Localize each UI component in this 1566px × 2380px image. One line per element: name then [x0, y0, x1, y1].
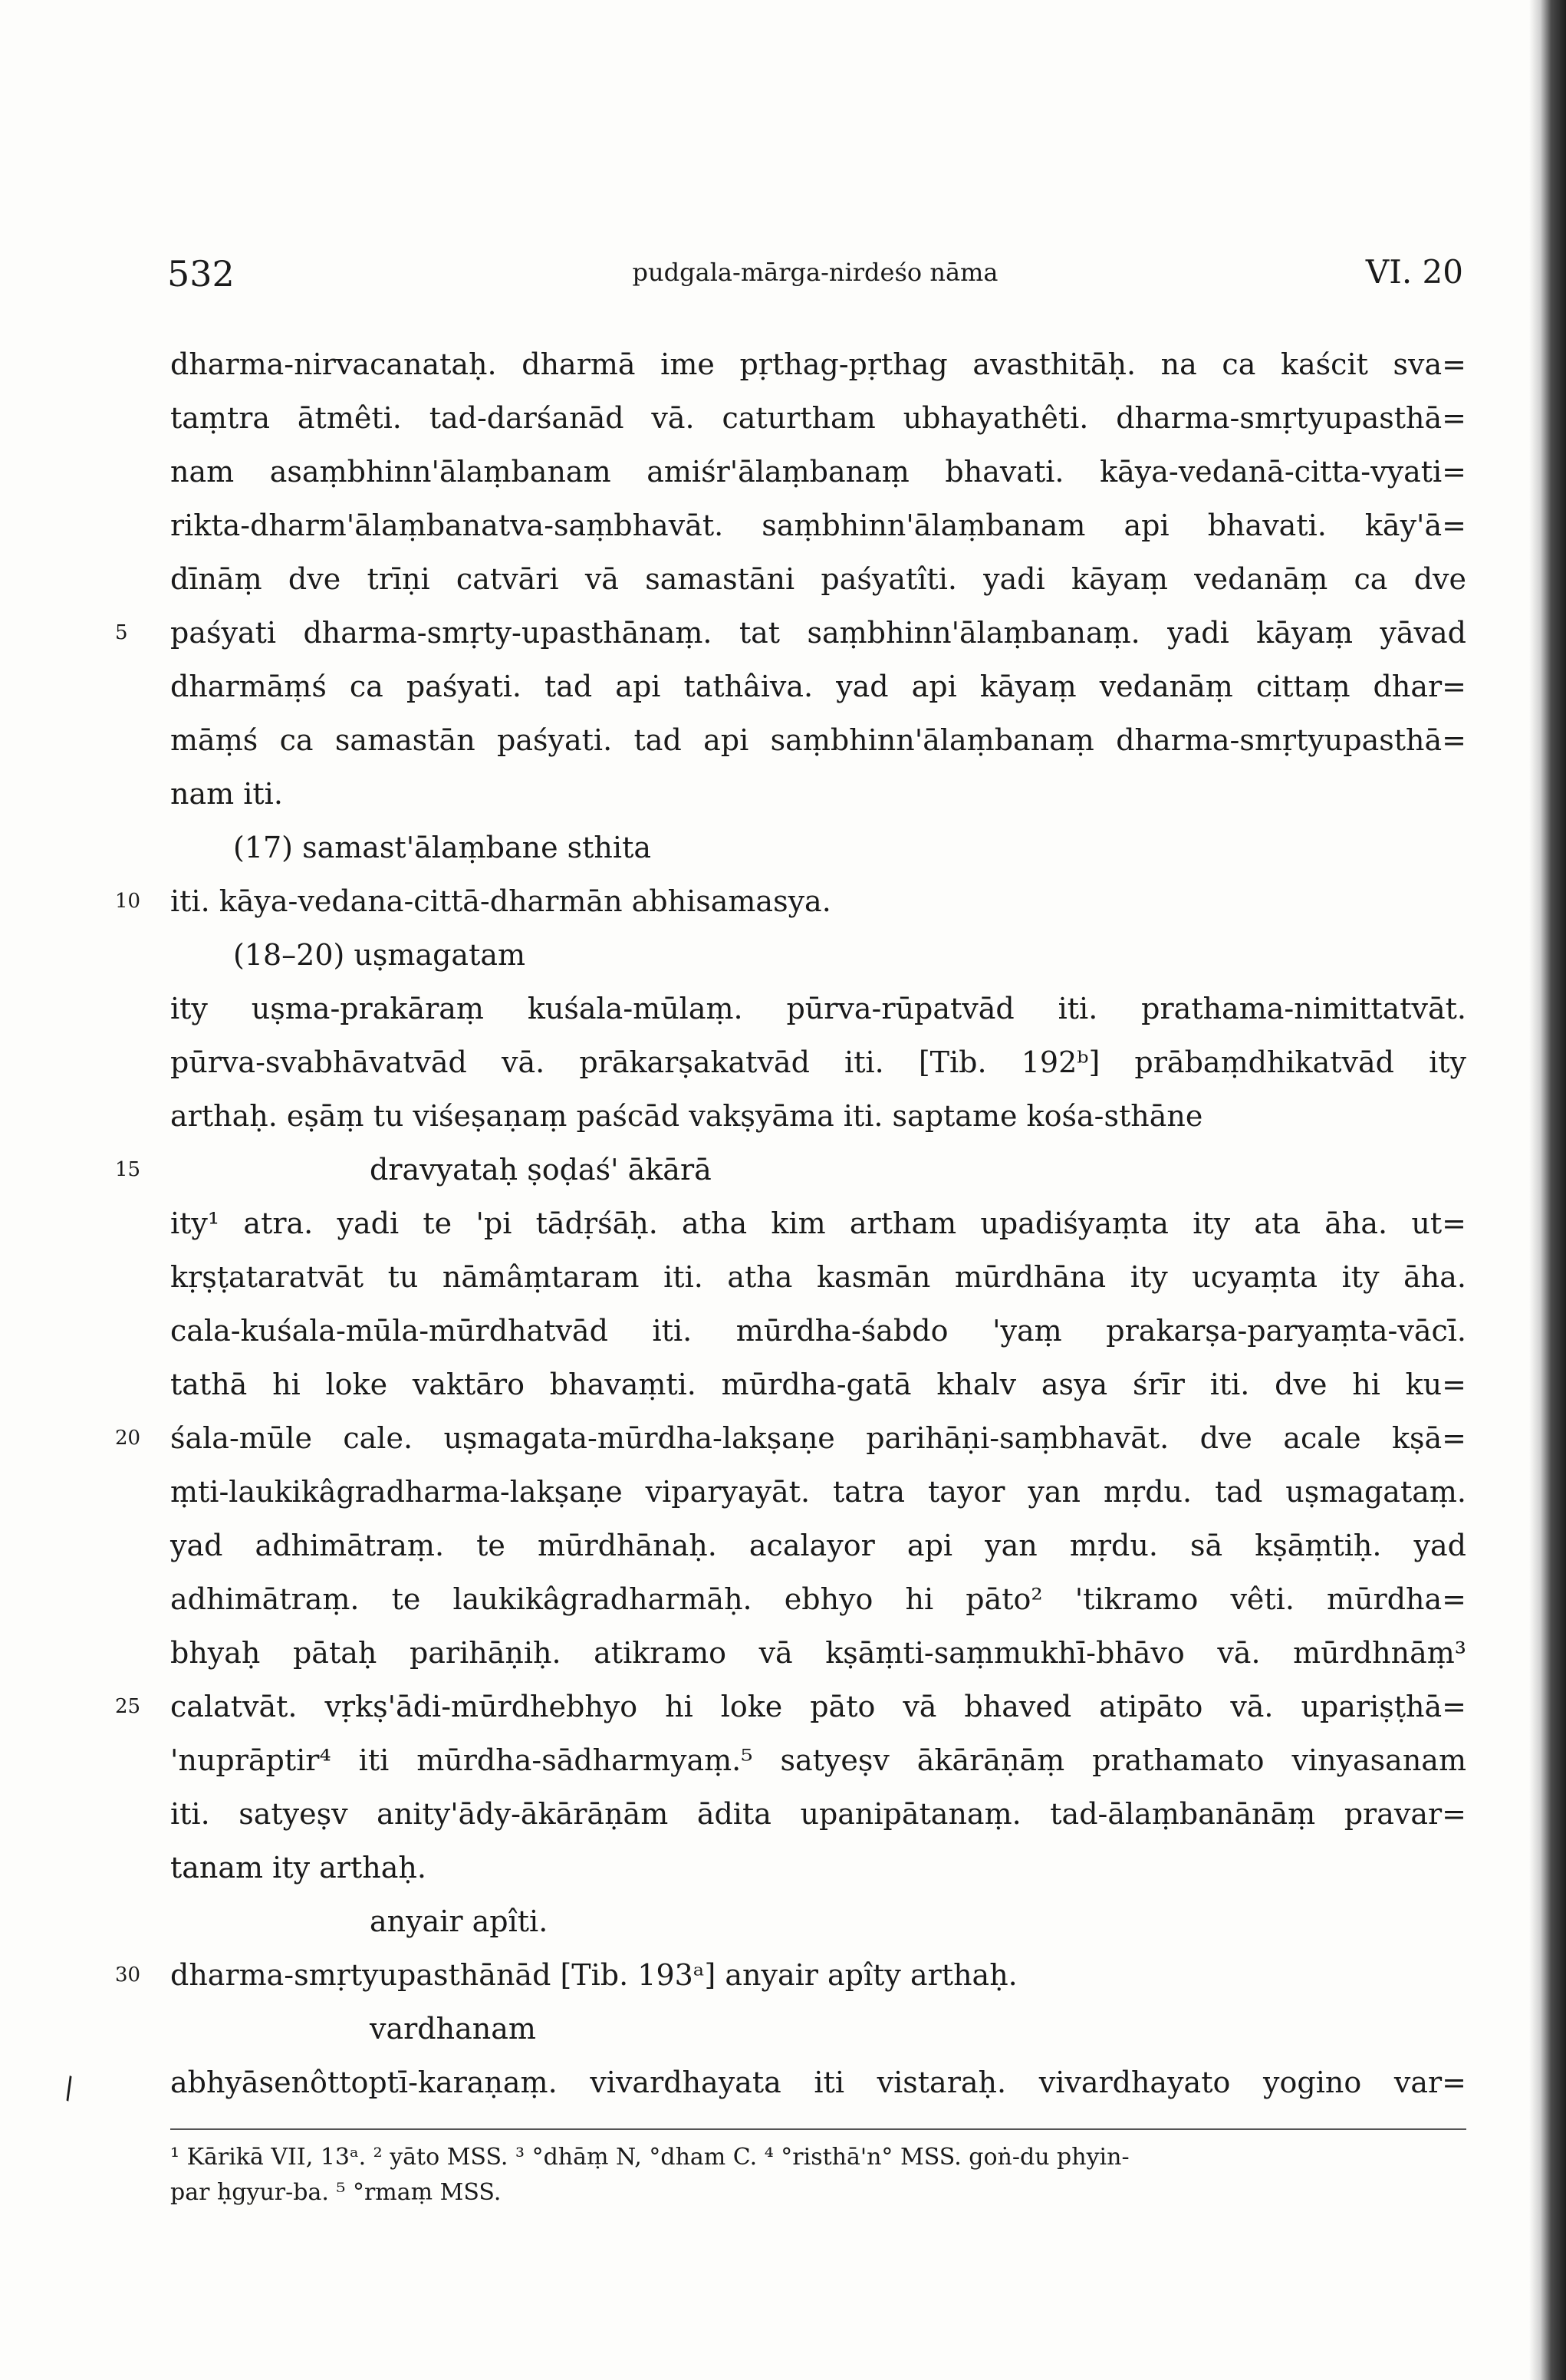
- text-line: śala-mūle cale. uṣmagata-mūrdha-lakṣaṇe parihāṇi-saṃbhavāt. dve acale kṣā=: [170, 1421, 1466, 1455]
- text-line: abhyāsenôttoptī-karaṇaṃ. vivardhayata iti vistaraḥ. vivardhayato yogino var=: [170, 2066, 1466, 2099]
- line-number: 5: [115, 621, 128, 644]
- scan-edge-shadow: [1529, 0, 1566, 2380]
- text-line: ity¹ atra. yadi te 'pi tādṛśāḥ. atha kim artham upadiśyaṃta ity ata āha. ut=: [170, 1206, 1466, 1240]
- running-title: pudgala-mārga-nirdeśo nāma: [632, 258, 998, 287]
- text-line: iti. satyeṣv anity'ādy-ākārāṇām ādita upanipātanaṃ. tad-ālaṃbanānāṃ pravar=: [170, 1797, 1466, 1831]
- text-line: rikta-dharm'ālaṃbanatva-saṃbhavāt. saṃbhinn'ālaṃbanam api bhavati. kāy'ā=: [170, 509, 1466, 542]
- page-number: 532: [167, 253, 235, 295]
- line-number: 15: [115, 1158, 141, 1181]
- margin-mark: \: [58, 2070, 81, 2105]
- line-number: 25: [115, 1695, 141, 1718]
- line-number: 20: [115, 1427, 141, 1450]
- text-line: tathā hi loke vaktāro bhavaṃti. mūrdha-gatā khalv asya śrīr iti. dve hi ku=: [170, 1368, 1466, 1401]
- text-line: paśyati dharma-smṛty-upasthānaṃ. tat saṃbhinn'ālaṃbanaṃ. yadi kāyaṃ yāvad: [170, 616, 1466, 650]
- text-line: yad adhimātraṃ. te mūrdhānaḥ. acalayor api yan mṛdu. sā kṣāṃtiḥ. yad: [170, 1529, 1466, 1562]
- verse-line: (17) samast'ālaṃbane sthita: [233, 831, 651, 864]
- text-line: ity uṣma-prakāraṃ kuśala-mūlaṃ. pūrva-rūpatvād iti. prathama-nimittatvāt.: [170, 992, 1466, 1025]
- line-number: 10: [115, 890, 141, 913]
- text-line: dharma-nirvacanataḥ. dharmā ime pṛthag-pṛthag avasthitāḥ. na ca kaścit sva=: [170, 347, 1466, 381]
- text-line: nam iti.: [170, 777, 283, 811]
- text-line: dharma-smṛtyupasthānād [Tib. 193ᵃ] anyair apîty arthaḥ.: [170, 1958, 1018, 1992]
- line-number: 30: [115, 1964, 141, 1987]
- text-line: calatvāt. vṛkṣ'ādi-mūrdhebhyo hi loke pāto vā bhaved atipāto vā. upariṣṭhā=: [170, 1690, 1466, 1723]
- verse-line: vardhanam: [370, 2012, 536, 2046]
- footnote-rule: [170, 2128, 1466, 2130]
- text-line: adhimātraṃ. te laukikâgradharmāḥ. ebhyo hi pāto² 'tikramo vêti. mūrdha=: [170, 1582, 1466, 1616]
- footnote-line: par ḥgyur-ba. ⁵ °rmaṃ MSS.: [170, 2179, 502, 2206]
- text-line: kṛṣṭataratvāt tu nāmâṃtaram iti. atha kasmān mūrdhāna ity ucyaṃta ity āha.: [170, 1260, 1466, 1294]
- verse-line: anyair apîti.: [370, 1904, 548, 1938]
- section-number: VI. 20: [1365, 253, 1463, 291]
- footnote-line: ¹ Kārikā VII, 13ᵃ. ² yāto MSS. ³ °dhāṃ N, °dham C. ⁴ °risthā'n° MSS. goṅ-du phyin-: [170, 2144, 1130, 2171]
- text-line: cala-kuśala-mūla-mūrdhatvād iti. mūrdha-śabdo 'yaṃ prakarṣa-paryaṃta-vācī.: [170, 1314, 1466, 1348]
- text-line: tanam ity arthaḥ.: [170, 1851, 426, 1885]
- text-line: dīnāṃ dve trīṇi catvāri vā samastāni paśyatîti. yadi kāyaṃ vedanāṃ ca dve: [170, 562, 1466, 596]
- text-line: dharmāṃś ca paśyati. tad api tathâiva. yad api kāyaṃ vedanāṃ cittaṃ dhar=: [170, 670, 1466, 703]
- verse-line: (18–20) uṣmagatam: [233, 938, 526, 972]
- text-line: iti. kāya-vedana-cittā-dharmān abhisamasya.: [170, 884, 831, 918]
- text-line: 'nuprāptir⁴ iti mūrdha-sādharmyaṃ.⁵ satyeṣv ākārāṇāṃ prathamato vinyasanam: [170, 1743, 1466, 1777]
- text-line: ṃti-laukikâgradharma-lakṣaṇe viparyayāt. tatra tayor yan mṛdu. tad uṣmagataṃ.: [170, 1475, 1466, 1509]
- text-line: taṃtra ātmêti. tad-darśanād vā. caturtham ubhayathêti. dharma-smṛtyupasthā=: [170, 401, 1466, 435]
- text-line: arthaḥ. eṣāṃ tu viśeṣaṇaṃ paścād vakṣyāma iti. saptame kośa-sthāne: [170, 1099, 1203, 1133]
- text-line: nam asaṃbhinn'ālaṃbanam amiśr'ālaṃbanaṃ bhavati. kāya-vedanā-citta-vyati=: [170, 455, 1466, 489]
- text-line: bhyaḥ pātaḥ parihāṇiḥ. atikramo vā kṣāṃti-saṃmukhī-bhāvo vā. mūrdhnāṃ³: [170, 1636, 1466, 1670]
- text-line: pūrva-svabhāvatvād vā. prākarṣakatvād iti. [Tib. 192ᵇ] prābaṃdhikatvād ity: [170, 1045, 1466, 1079]
- text-line: māṃś ca samastān paśyati. tad api saṃbhinn'ālaṃbanaṃ dharma-smṛtyupasthā=: [170, 723, 1466, 757]
- running-header: [167, 253, 1463, 299]
- verse-line: dravyataḥ ṣoḍaś' ākārā: [370, 1153, 712, 1187]
